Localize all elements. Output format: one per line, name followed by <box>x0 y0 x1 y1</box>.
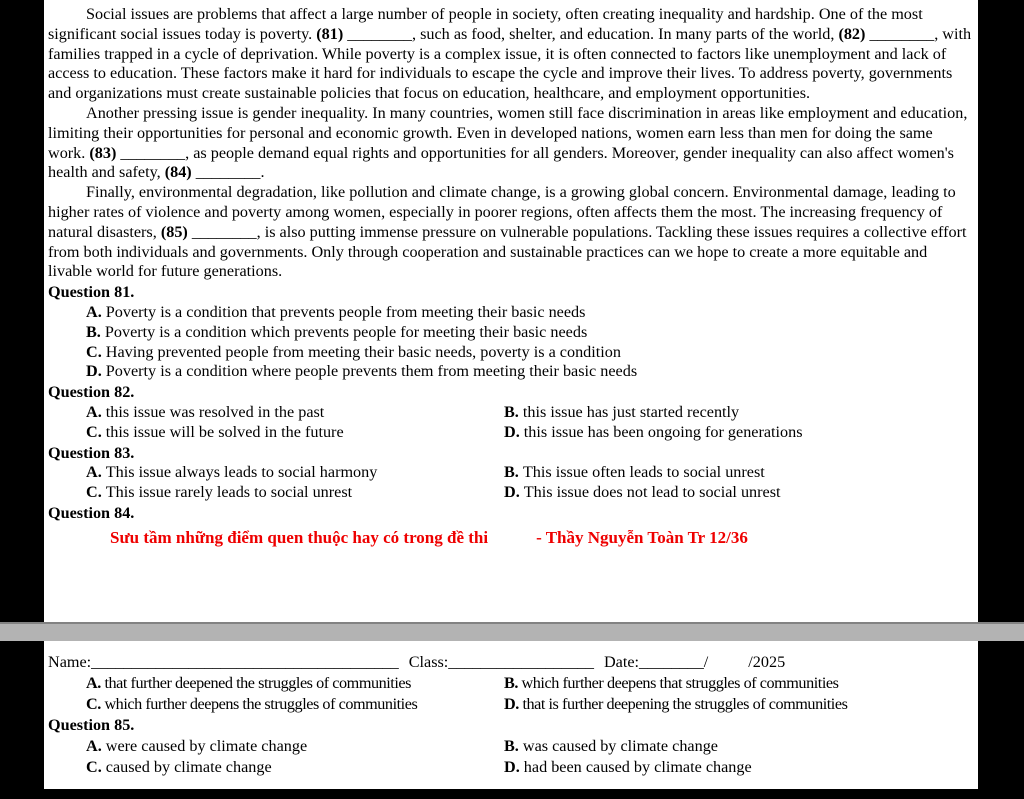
page2-content <box>48 652 974 778</box>
answer-option: A. that further deepened the struggles of communities <box>86 673 411 692</box>
question-label: Question 82. <box>48 383 135 402</box>
answer-option: A. were caused by climate change <box>86 737 308 756</box>
question-label: Question 83. <box>48 443 135 462</box>
option-letter: A. <box>86 463 106 482</box>
option-letter: C. <box>86 757 106 776</box>
answer-option: B. Poverty is a condition which prevents people for meeting their basic needs <box>86 322 588 341</box>
class-label: Class: <box>408 653 449 671</box>
answer-option: C. this issue will be solved in the future <box>86 422 344 441</box>
option-letter: D. <box>504 757 524 776</box>
passage-paragraph: Social issues are problems that affect a large number of people in society, often creating inequality and hardship. One of the most significant social issues today is poverty. (81) ________, such as food, shelter, and education. In many parts of the world, (82) ________, with families trapped in a cycle of deprivation. While poverty is a complex issue, it is often connected to factors like unemployment and lack of access to education. These factors make it hard for individuals to escape the cycle and improve their lives. To address poverty, governments and organizations must create sustainable policies that focus on education, healthcare, and employment opportunities. <box>48 5 972 103</box>
answer-option: B. this issue has just started recently <box>504 402 740 421</box>
answer-option: C. Having prevented people from meeting their basic needs, poverty is a condition <box>86 342 621 361</box>
option-letter: B. <box>86 322 105 341</box>
option-letter: A. <box>86 302 106 321</box>
answer-option: D. had been caused by climate change <box>504 757 752 776</box>
name-label: Name: <box>48 653 92 671</box>
q85-options <box>48 736 974 778</box>
options-group <box>48 403 974 443</box>
passage-paragraph: Another pressing issue is gender inequality. In many countries, women still face discrimination in areas like employment and education, limiting their opportunities for personal and economic growth. Even in developed nations, women earn less than men for doing the same work. (83) ________, as people demand equal rights and opportunities for all genders. Moreover, gender inequality can also affect women's health and safety, (84) ________. <box>48 103 968 182</box>
option-letter: D. <box>86 362 106 381</box>
date-blank: ________ <box>639 653 704 671</box>
class-blank: __________________ <box>448 653 594 671</box>
note-text: Sưu tầm những điểm quen thuộc hay có trong đề thi <box>110 527 489 547</box>
questions <box>48 283 974 524</box>
option-letter: B. <box>504 737 523 756</box>
answer-option: D. that is further deepening the struggles of communities <box>504 694 848 713</box>
question-label: Question 84. <box>48 503 135 522</box>
answer-option: B. was caused by climate change <box>504 737 718 756</box>
answer-option: D. This issue does not lead to social unrest <box>504 483 781 502</box>
passage-paragraph: Finally, environmental degradation, like pollution and climate change, is a growing global concern. Environmental damage, leading to higher rates of violence and poverty among women, especially in poorer regions, often affects them the most. The increasing frequency of natural disasters, (85) ________, is also putting immense pressure on vulnerable populations. Tackling these issues requires a collective effort from both individuals and governments. Only through cooperation and sustainable practices can we hope to create a more equitable and livable world for future generations. <box>48 183 967 281</box>
date-slash: / <box>703 653 709 671</box>
date-label: Date: <box>603 653 640 671</box>
options-group <box>48 303 974 382</box>
option-letter: C. <box>86 694 105 713</box>
option-letter: B. <box>504 402 523 421</box>
answer-option: A. this issue was resolved in the past <box>86 402 325 421</box>
answer-option: D. Poverty is a condition where people prevents them from meeting their basic needs <box>86 362 638 381</box>
answer-option: C. This issue rarely leads to social unrest <box>86 483 353 502</box>
option-letter: A. <box>86 737 106 756</box>
year-suffix: /2025 <box>748 653 786 671</box>
document-page <box>44 0 978 789</box>
page-break-divider <box>0 622 1024 641</box>
options-group <box>48 463 974 503</box>
name-blank: ______________________________________ <box>91 653 399 671</box>
question-label: Question 81. <box>48 283 135 302</box>
question-85-label: Question 85. <box>48 716 135 735</box>
option-letter: B. <box>504 463 523 482</box>
answer-option: B. This issue often leads to social unrest <box>504 463 765 482</box>
option-letter: C. <box>86 422 106 441</box>
option-letter: A. <box>86 673 105 692</box>
option-letter: C. <box>86 342 106 361</box>
option-letter: D. <box>504 694 523 713</box>
student-info-line <box>48 652 974 673</box>
answer-option: B. which further deepens that struggles of communities <box>504 673 839 692</box>
answer-option: A. This issue always leads to social harmony <box>86 463 378 482</box>
page1-content <box>48 5 974 548</box>
option-letter: B. <box>504 673 522 692</box>
answer-option: D. this issue has been ongoing for generations <box>504 422 803 441</box>
option-letter: A. <box>86 402 106 421</box>
option-letter: D. <box>504 483 524 502</box>
exam-passage <box>48 5 974 282</box>
option-letter: D. <box>504 422 524 441</box>
answer-option: C. which further deepens the struggles of communities <box>86 694 418 713</box>
teacher-note <box>48 528 974 548</box>
q84-options <box>48 673 974 715</box>
note-author: - Thầy Nguyễn Toàn Tr 12/36 <box>536 527 748 547</box>
answer-option: C. caused by climate change <box>86 757 272 776</box>
answer-option: A. Poverty is a condition that prevents people from meeting their basic needs <box>86 302 586 321</box>
option-letter: C. <box>86 483 106 502</box>
